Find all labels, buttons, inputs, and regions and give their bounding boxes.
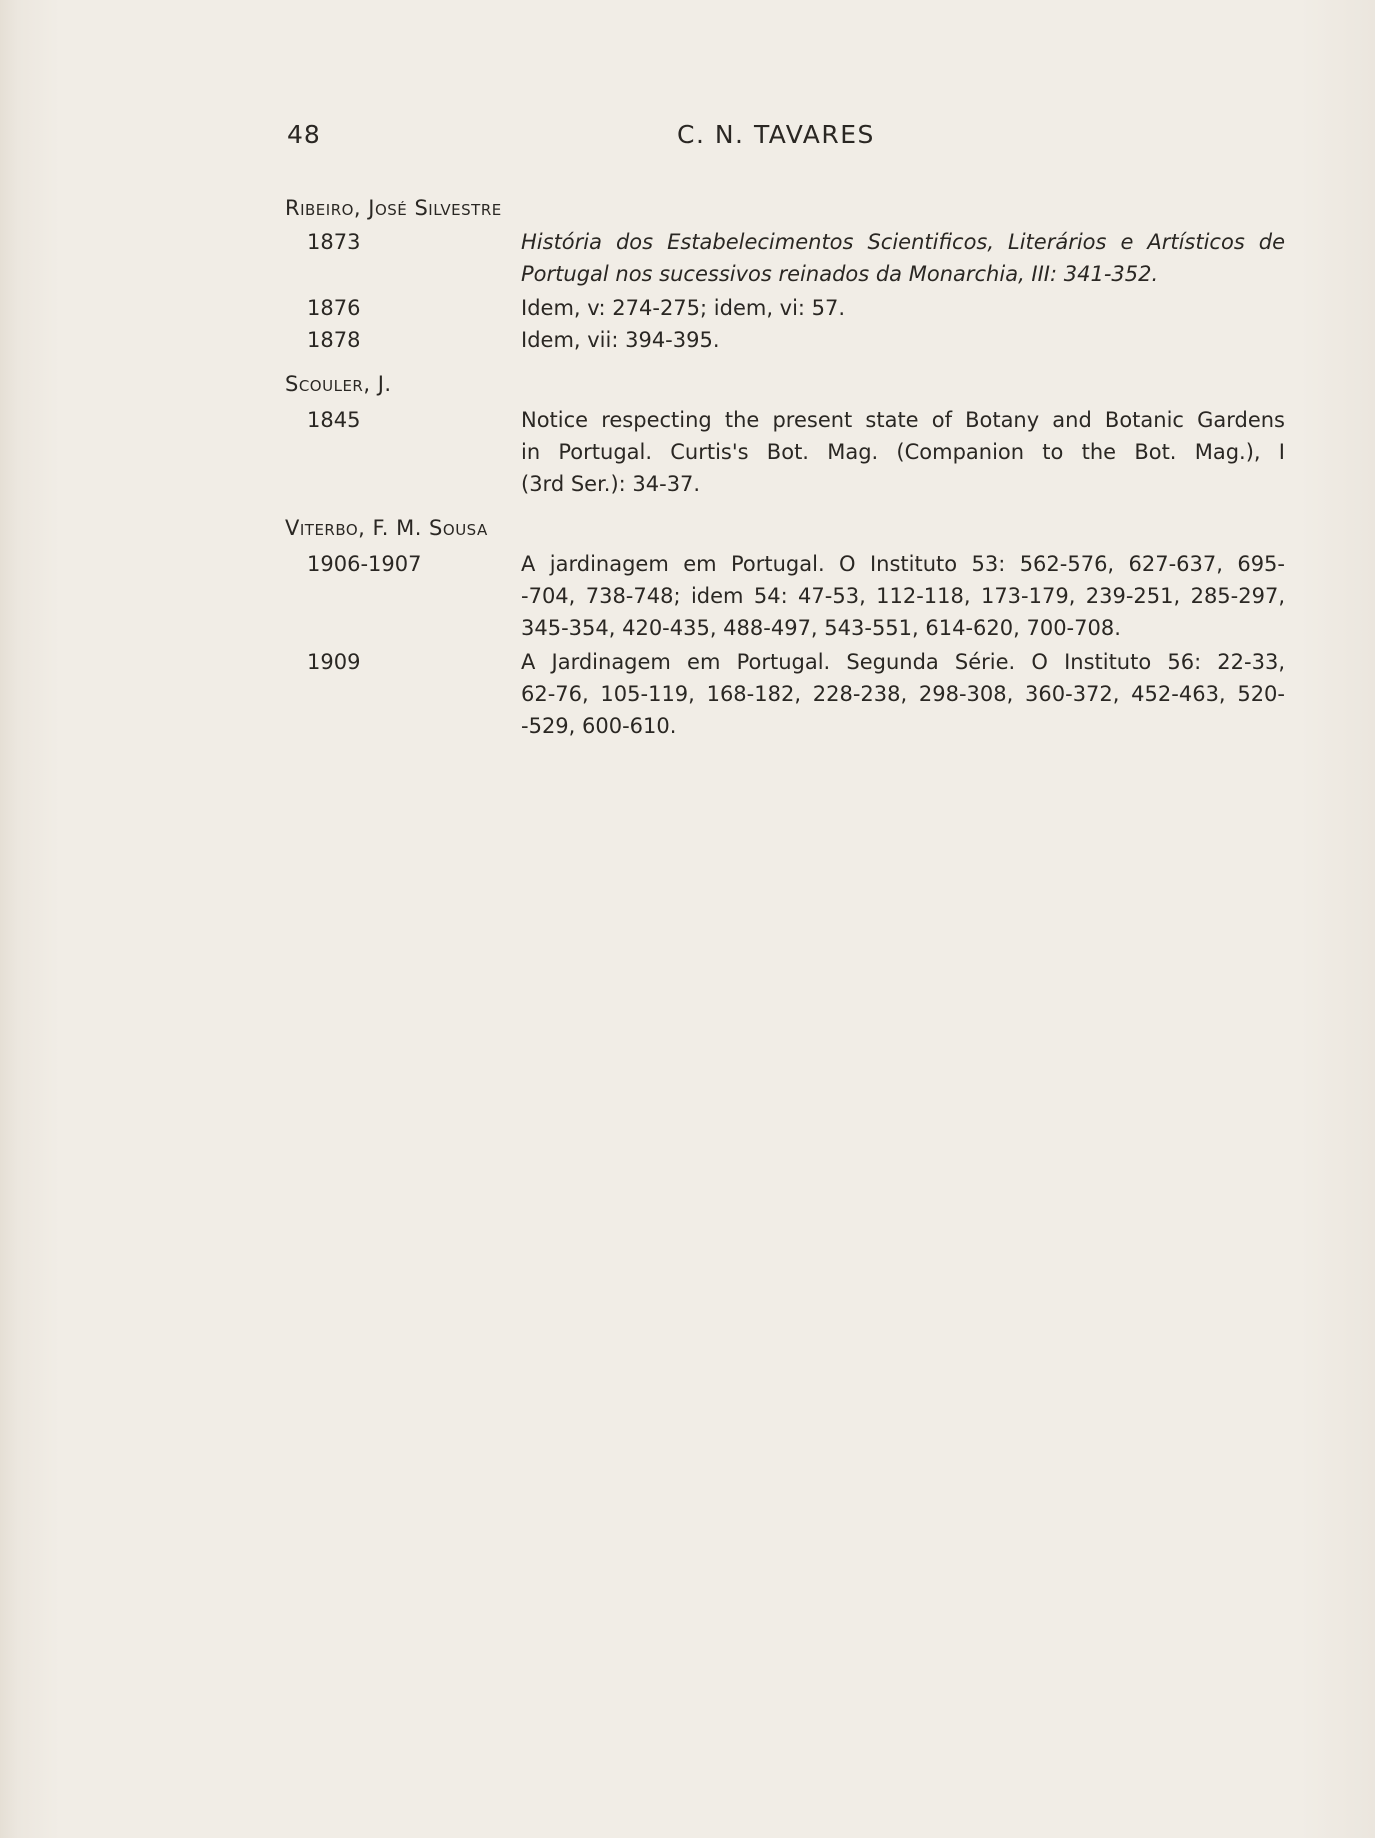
entry-line: Idem, v: 274-275; idem, vi: 57. bbox=[521, 296, 846, 320]
entry-line: Portugal nos sucessivos reinados da Monarchia, III: 341-352. bbox=[521, 262, 1159, 286]
entry-year: 1873 bbox=[307, 230, 361, 254]
page-number: 48 bbox=[287, 120, 321, 149]
entry-year: 1876 bbox=[307, 296, 361, 320]
entry-line: Notice respecting the present state of Botany and Botanic Gardens bbox=[521, 408, 1285, 432]
entry-text bbox=[521, 548, 1285, 644]
entry-line: Idem, vii: 394-395. bbox=[521, 328, 720, 352]
entry-year: 1845 bbox=[307, 408, 361, 432]
author-name: Scouler, J. bbox=[285, 372, 392, 396]
entry-text bbox=[521, 404, 1285, 500]
author-name: Viterbo, F. M. Sousa bbox=[285, 516, 488, 540]
entry-year: 1878 bbox=[307, 328, 361, 352]
entry-text bbox=[521, 292, 1285, 324]
entry-line: (3rd Ser.): 34-37. bbox=[521, 472, 701, 496]
author-name: Ribeiro, José Silvestre bbox=[285, 196, 502, 220]
entry-text bbox=[521, 646, 1285, 742]
entry-line: -704, 738-748; idem 54: 47-53, 112-118, 173-179, 239-251, 285-297, bbox=[521, 584, 1285, 608]
entry-year: 1909 bbox=[307, 650, 361, 674]
entry-line: História dos Estabelecimentos Scientificos, Literários e Artísticos de bbox=[521, 230, 1285, 254]
entry-line: 62-76, 105-119, 168-182, 228-238, 298-308, 360-372, 452-463, 520- bbox=[521, 682, 1285, 706]
entry-line: A jardinagem em Portugal. O Instituto 53: 562-576, 627-637, 695- bbox=[521, 552, 1285, 576]
entry-line: -529, 600-610. bbox=[521, 714, 677, 738]
entry-year: 1906-1907 bbox=[307, 552, 422, 576]
running-head: C. N. TAVARES bbox=[677, 120, 875, 149]
entry-line: in Portugal. Curtis's Bot. Mag. (Companion to the Bot. Mag.), I bbox=[521, 440, 1285, 464]
entry-text bbox=[521, 324, 1285, 356]
entry-text bbox=[521, 226, 1285, 290]
entry-line: 345-354, 420-435, 488-497, 543-551, 614-620, 700-708. bbox=[521, 616, 1121, 640]
entry-line: A Jardinagem em Portugal. Segunda Série. O Instituto 56: 22-33, bbox=[521, 650, 1285, 674]
